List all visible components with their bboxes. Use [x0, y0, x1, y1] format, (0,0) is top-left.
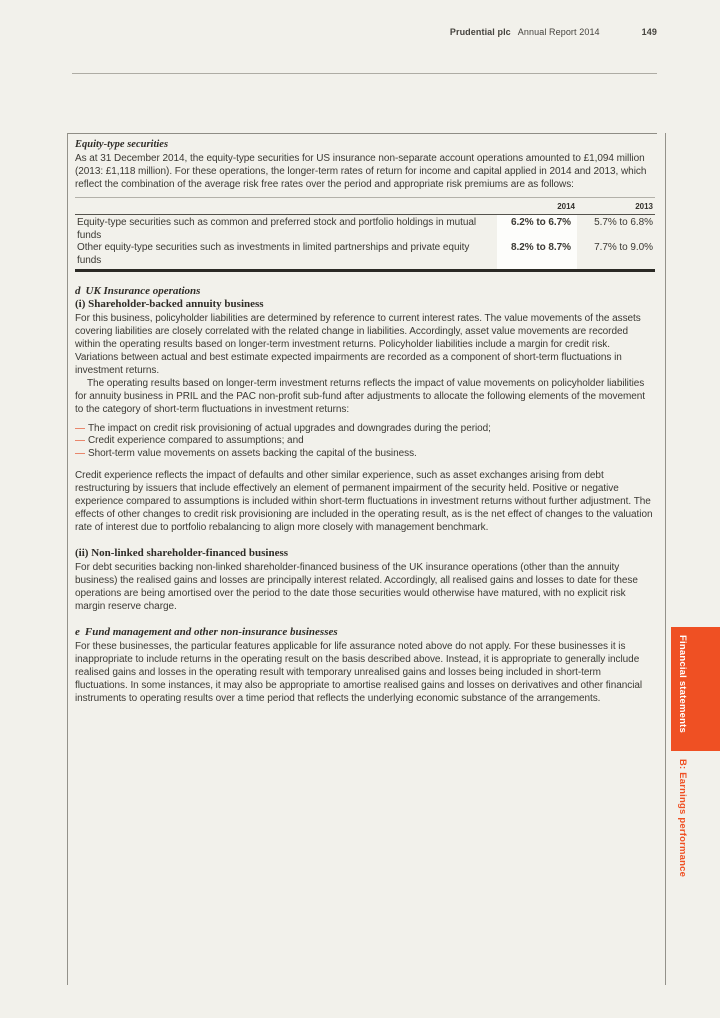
header-report-title: Annual Report 2014 — [517, 27, 600, 37]
list-item — [75, 448, 655, 461]
dash-bullet-icon: — — [75, 435, 85, 447]
sidebar-tab-label: Financial statements — [677, 635, 688, 733]
header-divider — [72, 73, 657, 74]
main-content — [75, 134, 655, 705]
table-row — [75, 215, 655, 243]
section-e-title: Fund management and other non-insurance businesses — [84, 625, 338, 638]
header-page-number: 149 — [641, 27, 657, 37]
list-item-text: Short-term value movements on assets backing the capital of the business. — [88, 448, 417, 460]
dash-bullet-icon: — — [75, 448, 85, 460]
table-header-2014: 2014 — [497, 198, 577, 215]
section-e-heading — [75, 626, 655, 639]
equity-securities-paragraph: As at 31 December 2014, the equity-type securities for US insurance non-separate account operations amounted to £1,094 million (2013: £1,118 million). For these operations, the longer-term rates of return for income and capital applied in 2014 and 2013, which reflect the combination of the average risk free rates over the period and appropriate risk premiums are as follows: — [75, 153, 647, 190]
list-item — [75, 423, 655, 436]
table-row — [75, 242, 655, 269]
section-e-letter: e — [75, 625, 80, 638]
section-d-title: UK Insurance operations — [85, 284, 201, 297]
table-row-2014-value: 8.2% to 8.7% — [497, 242, 577, 269]
page-header — [0, 27, 657, 37]
subsection-i-paragraph-1: For this business, policyholder liabilities are determined by reference to current interest rates. The value movements of the assets covering liabilities are closely correlated with the related change in liabilities. Accordingly, asset value movements are recorded within the operating results based on longer-term investment returns. Policyholder liabilities include a margin for credit risk. Variations between actual and best estimate expected impairments are recorded as a component of short-term fluctuations in investment returns. — [75, 312, 641, 376]
table-header-label-column — [75, 198, 497, 215]
table-row-label: Equity-type securities such as common and preferred stock and portfolio holdings in mutual funds — [77, 217, 477, 241]
table-header-row — [75, 198, 655, 215]
fluctuation-elements-list — [75, 423, 655, 461]
subsection-i-paragraph-3: Credit experience reflects the impact of defaults and other similar experience, such as asset exchanges arising from debt restructuring by issuers that include effectively an element of permanent impairment of the security held. Positive or negative experience compared to assumptions is included within short-term fluctuations in investment returns without further adjustment. The effects of other changes to credit risk provisioning are included in the operating result, as is the net effect of changes to the valuation rate of interest due to portfolio rebalancing to align more closely with management benchmark. — [75, 469, 653, 533]
subsection-i-heading: (i) Shareholder-backed annuity business — [75, 297, 264, 310]
sidebar-label-earnings-performance: B: Earnings performance — [677, 759, 688, 878]
dash-bullet-icon: — — [75, 422, 85, 434]
sidebar-tab-financial-statements — [671, 627, 720, 751]
section-d-heading — [75, 285, 655, 298]
subsection-ii-heading: (ii) Non-linked shareholder-financed business — [75, 546, 289, 559]
content-left-rule — [67, 133, 68, 985]
section-e-paragraph: For these businesses, the particular features applicable for life assurance noted above do not apply. For these businesses it is inappropriate to include returns in the operating result on the basis described above. Instead, it is appropriate to generally include realised gains and losses in the operating result with temporary unrealised gains and losses being included in short-term fluctuations. In some instances, it may also be appropriate to amortise realised gains and losses on derivatives and other financial instruments to operating results over a time period that reflects the underlying economic substance of the arrangements. — [75, 640, 643, 704]
equity-rates-table — [75, 197, 655, 269]
equity-securities-heading: Equity-type securities — [75, 139, 169, 150]
list-item — [75, 435, 655, 448]
subsection-ii-paragraph: For debt securities backing non-linked shareholder-financed business of the UK insurance operations (other than the annuity business) the realised gains and losses are principally interest related. Accordingly, all realised gains and losses to date for these operations are being amortised over the period to the date those securities would otherwise have matured, with no explicit risk margin reserve charge. — [75, 561, 638, 612]
subsection-i-paragraph-2: The operating results based on longer-term investment returns reflects the impact of value movements on policyholder liabilities for annuity business in PRIL and the PAC non-profit sub-fund after adjustments to allocate the following elements of the movement to the category of short-term fluctuations in investment returns: — [75, 377, 645, 415]
list-item-text: Credit experience compared to assumptions; and — [88, 435, 304, 447]
table-header-2013: 2013 — [577, 198, 655, 215]
table-row-label: Other equity-type securities such as investments in limited partnerships and private equity funds — [77, 242, 470, 266]
section-d-letter: d — [75, 284, 81, 297]
table-row-2013-value: 5.7% to 6.8% — [594, 217, 653, 228]
table-row-2013-value: 7.7% to 9.0% — [594, 242, 653, 253]
list-item-text: The impact on credit risk provisioning of actual upgrades and downgrades during the period; — [88, 422, 491, 434]
content-right-rule — [665, 133, 666, 985]
table-row-2014-value: 6.2% to 6.7% — [497, 215, 577, 243]
header-brand: Prudential plc — [449, 27, 511, 37]
table-bottom-rule — [75, 269, 655, 272]
